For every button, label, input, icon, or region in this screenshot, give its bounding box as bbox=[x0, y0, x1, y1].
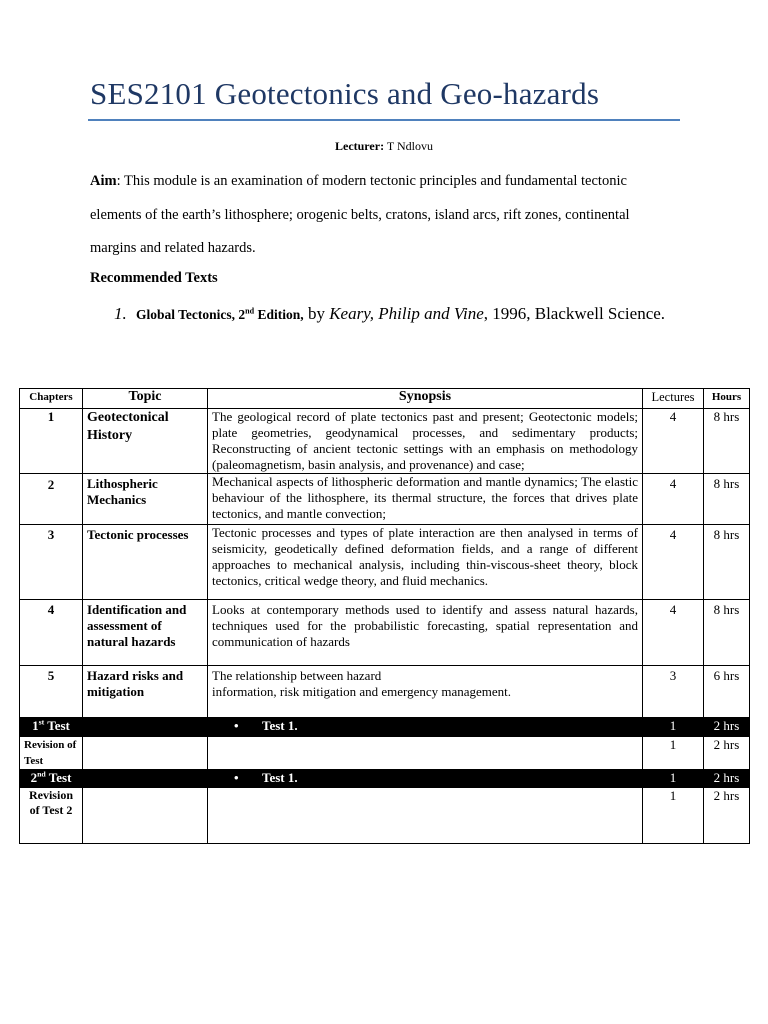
chapter-number: 2 bbox=[20, 474, 83, 525]
book-item bbox=[114, 302, 674, 327]
table-row bbox=[20, 474, 750, 525]
hours-cell: 8 hrs bbox=[704, 525, 750, 600]
topic-cell bbox=[83, 788, 208, 844]
header-lectures: Lectures bbox=[643, 389, 704, 409]
book-number: 1. bbox=[114, 304, 127, 323]
lectures-cell: 1 bbox=[643, 737, 704, 770]
book-publication: , 1996, Blackwell Science. bbox=[483, 304, 666, 323]
header-synopsis: Synopsis bbox=[208, 389, 643, 409]
topic-cell: Hazard risks and mitigation bbox=[83, 666, 208, 718]
table-row bbox=[20, 525, 750, 600]
hours-cell: 2 hrs bbox=[704, 788, 750, 844]
hours-cell: 8 hrs bbox=[704, 409, 750, 474]
test-label-sup: nd bbox=[37, 769, 46, 779]
synopsis-line: The relationship between hazard bbox=[212, 668, 382, 683]
header-hours: Hours bbox=[704, 389, 750, 409]
chapter-number: 5 bbox=[20, 666, 83, 718]
recommended-texts-heading: Recommended Texts bbox=[90, 270, 218, 286]
topic-cell: Tectonic processes bbox=[83, 525, 208, 600]
book-title-sup: nd bbox=[245, 306, 255, 316]
synopsis-cell bbox=[208, 737, 643, 770]
lectures-cell: 1 bbox=[643, 718, 704, 737]
aim-text: : This module is an examination of modern tectonic principles and fundamental tectonic elements of the earth’s lithosphere; orogenic belts, cratons, island arcs, rift zones, continental margins and related hazards. bbox=[90, 173, 630, 256]
test-label-text: Test bbox=[44, 718, 70, 733]
revision-label: Revision of Test 2 bbox=[20, 788, 83, 844]
test-label bbox=[20, 718, 83, 737]
topic-cell bbox=[83, 737, 208, 770]
lectures-cell: 3 bbox=[643, 666, 704, 718]
table-row bbox=[20, 409, 750, 474]
test-row bbox=[20, 718, 750, 737]
lectures-cell: 4 bbox=[643, 409, 704, 474]
aim-label: Aim bbox=[90, 173, 117, 189]
synopsis-line: information, risk mitigation and emergency management. bbox=[212, 684, 512, 699]
test-row bbox=[20, 770, 750, 788]
lectures-cell: 4 bbox=[643, 600, 704, 666]
lecturer-name: T Ndlovu bbox=[386, 139, 433, 153]
test-label-text: Test bbox=[45, 770, 72, 785]
chapter-number: 1 bbox=[20, 409, 83, 474]
test-label-number: 2 bbox=[30, 770, 38, 785]
test-label-sup: st bbox=[38, 717, 45, 727]
hours-cell: 8 hrs bbox=[704, 600, 750, 666]
test-item-cell bbox=[208, 770, 643, 788]
header-chapters: Chapters bbox=[20, 389, 83, 409]
test-item: • Test 1. bbox=[212, 718, 298, 733]
hours-cell: 6 hrs bbox=[704, 666, 750, 718]
hours-cell: 8 hrs bbox=[704, 474, 750, 525]
topic-cell: Geotectonical History bbox=[83, 409, 208, 474]
synopsis-cell: Looks at contemporary methods used to identify and assess natural hazards, techniques used for the probabilistic forecasting, spatial representation and communication of hazards bbox=[208, 600, 643, 666]
book-by: by bbox=[303, 304, 330, 323]
aim-paragraph bbox=[90, 165, 670, 266]
book-authors: Keary, Philip and Vine bbox=[329, 304, 484, 323]
book-title bbox=[136, 307, 304, 322]
table-row bbox=[20, 666, 750, 718]
header-topic: Topic bbox=[83, 389, 208, 409]
lectures-cell: 4 bbox=[643, 474, 704, 525]
synopsis-cell bbox=[208, 788, 643, 844]
lectures-cell: 1 bbox=[643, 770, 704, 788]
test-item: • Test 1. bbox=[212, 770, 298, 785]
chapter-number: 4 bbox=[20, 600, 83, 666]
table-header-row bbox=[20, 389, 750, 409]
test-label bbox=[20, 770, 83, 788]
lecturer-line bbox=[0, 139, 768, 154]
hours-cell: 2 hrs bbox=[704, 718, 750, 737]
lecturer-label: Lecturer: bbox=[334, 139, 385, 153]
revision-row bbox=[20, 788, 750, 844]
book-title-edition: Edition, bbox=[254, 307, 304, 322]
hours-cell: 2 hrs bbox=[704, 770, 750, 788]
revision-label: Revision of Test bbox=[20, 737, 83, 770]
test-item-cell bbox=[208, 718, 643, 737]
revision-row bbox=[20, 737, 750, 770]
topic-cell bbox=[83, 718, 208, 737]
hours-cell: 2 hrs bbox=[704, 737, 750, 770]
topic-cell: Identification and assessment of natural hazards bbox=[83, 600, 208, 666]
topic-cell bbox=[83, 770, 208, 788]
book-text bbox=[114, 302, 674, 327]
synopsis-cell bbox=[208, 666, 643, 718]
synopsis-cell: Tectonic processes and types of plate interaction are then analysed in terms of seismicity, geodetically defined deformation fields, and a range of different approaches to mechanical analysis, including thin-viscous-sheet theory, block tectonics, critical wedge theory, and fluid mechanics. bbox=[208, 525, 643, 600]
title-underline bbox=[88, 119, 680, 121]
synopsis-cell: The geological record of plate tectonics past and present; Geotectonic models; plate geometries, geodynamical processes, and sedimentary products; Reconstructing of ancient tectonic settings with an emphasis on methodology (paleomagnetism, basin analysis, and provenance) and case; bbox=[208, 409, 643, 474]
book-title-main: Global Tectonics, 2 bbox=[136, 307, 246, 322]
test-label-number: 1 bbox=[32, 718, 39, 733]
lectures-cell: 4 bbox=[643, 525, 704, 600]
page-title: SES2101 Geotectonics and Geo-hazards bbox=[90, 76, 600, 111]
chapter-number: 3 bbox=[20, 525, 83, 600]
table-row bbox=[20, 600, 750, 666]
topic-cell: Lithospheric Mechanics bbox=[83, 474, 208, 525]
synopsis-cell: Mechanical aspects of lithospheric deformation and mantle dynamics; The elastic behaviour of the lithosphere, its thermal structure, the forces that drives plate tectonics, and mantle convection; bbox=[208, 474, 643, 525]
course-schedule-table bbox=[19, 388, 750, 844]
lectures-cell: 1 bbox=[643, 788, 704, 844]
